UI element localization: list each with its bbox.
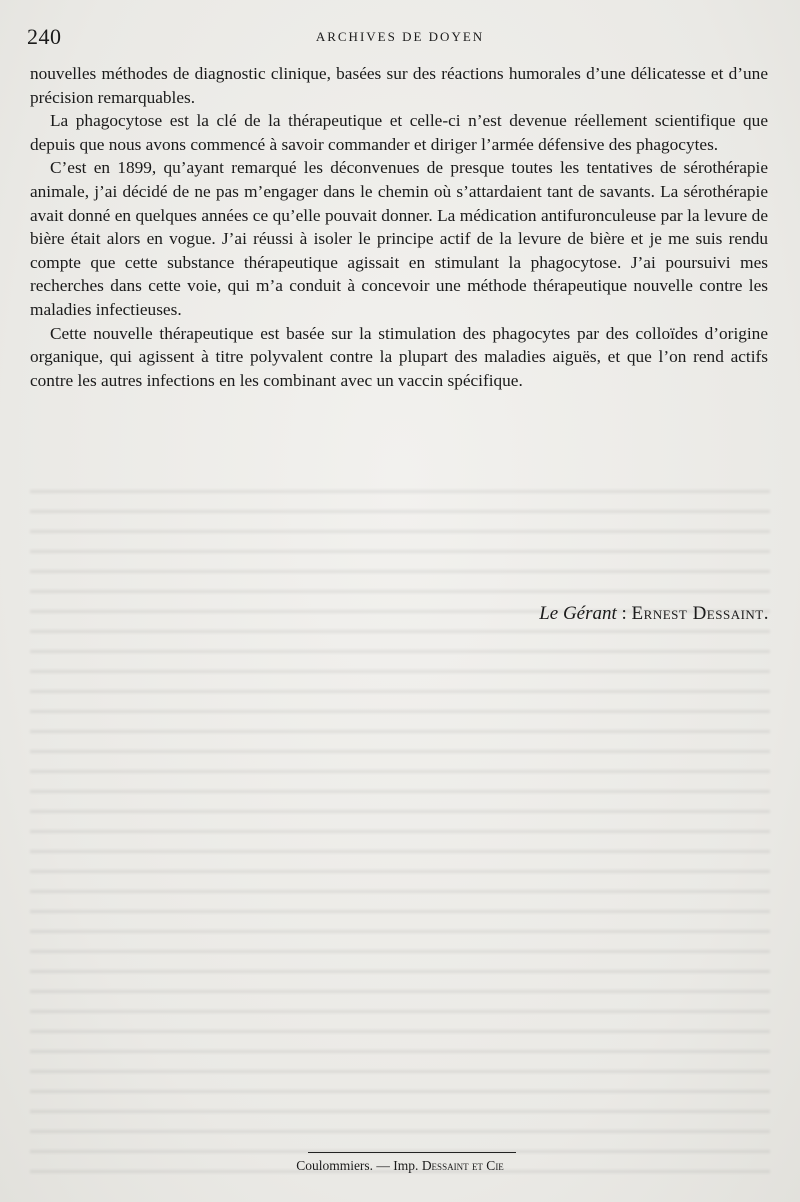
show-through-text: [30, 490, 770, 1190]
paragraph: C’est en 1899, qu’ayant remarqué les déconvenues de presque toutes les tentatives de sérothérapie animale, j’ai décidé de ne pas m’engager dans le chemin où s’attardaient tant de savants. La sérothérapie avait donné en quelques années ce qu’elle pouvait donner. La médication antifuronculeuse par la levure de bière était alors en vogue. J’ai réussi à isoler le principe actif de la levure de bière et je me suis rendu compte que cette substance thérapeutique agissait en stimulant la phagocytose. J’ai poursuivi mes recherches dans cette voie, qui m’a conduit à concevoir une méthode thérapeutique nouvelle contre les maladies infectieuses.: [30, 158, 768, 319]
body-text: [30, 62, 768, 392]
signature-separator: :: [616, 603, 632, 624]
imprint-city: Coulommiers. — Imp.: [296, 1158, 422, 1173]
page-number: 240: [27, 24, 62, 49]
signature-role: Le Gérant: [539, 603, 617, 624]
printer-imprint: [0, 1158, 800, 1174]
page-header: [27, 24, 773, 52]
paragraph: La phagocytose est la clé de la thérapeutique et celle-ci n’est devenue réellement scientifique que depuis que nous avons commencé à savoir commander et diriger l’armée défensive des phagocytes.: [30, 111, 768, 154]
running-title: ARCHIVES DE DOYEN: [315, 29, 485, 44]
paragraph: nouvelles méthodes de diagnostic clinique, basées sur des réactions humorales d’une délicatesse et d’une précision remarquables.: [30, 64, 768, 107]
signature-name: Ernest Dessaint.: [631, 603, 769, 624]
signature: [0, 603, 769, 625]
footer-rule: [308, 1152, 516, 1153]
paragraph: Cette nouvelle thérapeutique est basée sur la stimulation des phagocytes par des colloïdes d’origine organique, qui agissent à titre polyvalent contre la plupart des maladies aiguës, et que l’on rend actifs contre les autres infections en les combinant avec un vaccin spécifique.: [30, 323, 768, 390]
imprint-printer: Dessaint et Cie: [421, 1158, 504, 1173]
